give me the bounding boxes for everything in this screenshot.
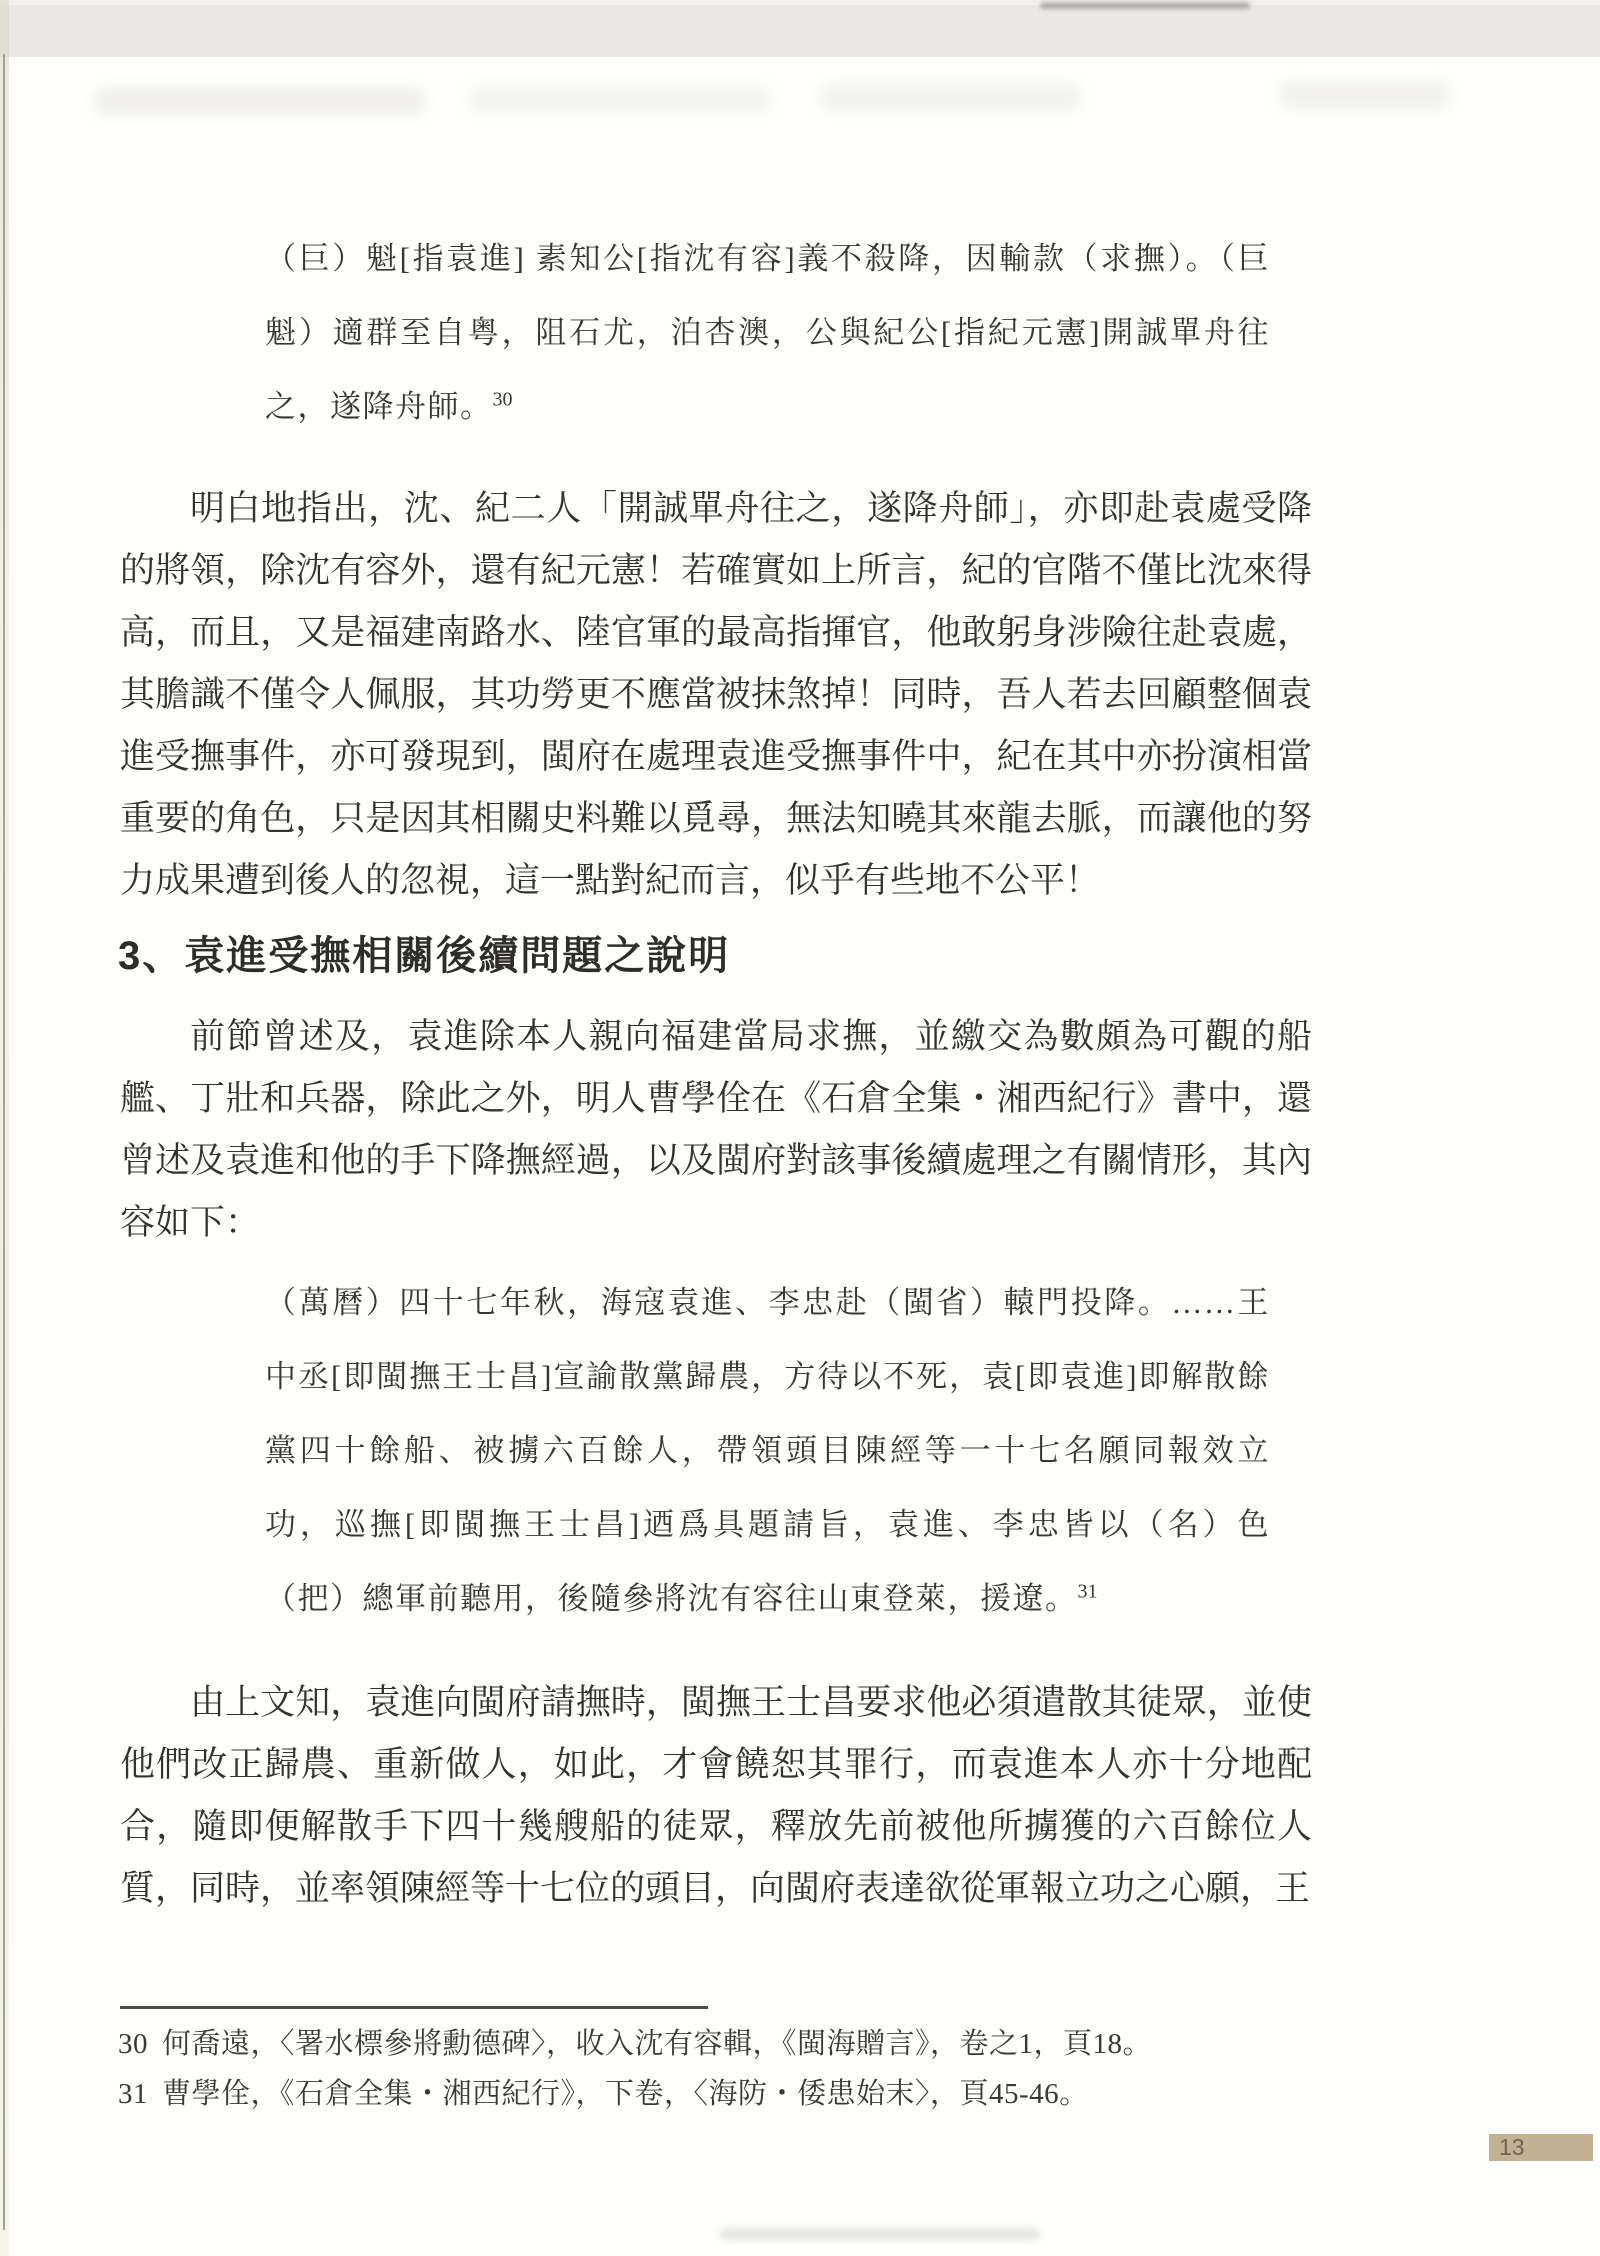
block-quote-2 xyxy=(265,1266,1270,1636)
footnote-30 xyxy=(118,2022,1268,2066)
block-quote-1 xyxy=(265,222,1270,444)
quote-2-text: （萬曆）四十七年秋，海寇袁進、李忠赴（閩省）轅門投降。……王中丞[即閩撫王士昌]宣諭散黨歸農，方待以不死，袁[即袁進]即解散餘黨四十餘船、被擄六百餘人，帶領頭目陳經等一十七名願同報效立功，巡撫[即閩撫王士昌]迺爲具題請旨，袁進、李忠皆以（名）色（把）總軍前聽用，後隨參將沈有容往山東登萊，援遼。 xyxy=(265,1285,1270,1616)
footnote-number: 31 xyxy=(118,2078,148,2110)
scan-artifact xyxy=(1040,2,1250,9)
footnote-ref-31: 31 xyxy=(1077,1580,1098,1603)
body-paragraph-3: 由上文知，袁進向閩府請撫時，閩撫王士昌要求他必須遣散其徒眾，並使他們改正歸農、重新做人，如此，才會饒恕其罪行，而袁進本人亦十分地配合，隨即便解散手下四十幾艘船的徒眾，釋放先前被他所擄獲的六百餘位人質，同時，並率領陳經等十七位的頭目，向閩府表達欲從軍報立功之心願，王 xyxy=(120,1683,1312,1908)
body-paragraph-1: 明白地指出，沈、紀二人「開誠單舟往之，遂降舟師」，亦即赴袁處受降的將領，除沈有容外，還有紀元憲！若確實如上所言，紀的官階不僅比沈來得高，而且，又是福建南路水、陸官軍的最高指揮官，他敢躬身涉險往赴袁處，其膽識不僅令人佩服，其功勞更不應當被抹煞掉！同時，吾人若去回顧整個袁進受撫事件，亦可發現到，閩府在處理袁進受撫事件中，紀在其中亦扮演相當重要的角色，只是因其相關史料難以覓尋，無法知曉其來龍去脈，而讓他的努力成果遭到後人的忽視，這一點對紀而言，似乎有些地不公平！ xyxy=(120,489,1312,900)
footnote-31 xyxy=(118,2072,1268,2116)
body-paragraph-2: 前節曾述及，袁進除本人親向福建當局求撫，並繳交為數頗為可觀的船艦、丁壯和兵器，除此之外，明人曹學佺在《石倉全集・湘西紀行》書中，還曾述及袁進和他的手下降撫經過，以及閩府對該事後續處理之有關情形，其內容如下： xyxy=(120,1017,1312,1242)
footnote-ref-30: 30 xyxy=(492,388,513,411)
footnote-text: 何喬遠，〈署水標參將勳德碑〉，收入沈有容輯，《閩海贈言》，卷之1，頁18。 xyxy=(162,2028,1153,2060)
watermark-smudge xyxy=(95,88,425,114)
footnote-text: 曹學佺，《石倉全集・湘西紀行》，下卷，〈海防・倭患始末〉，頁45-46。 xyxy=(162,2078,1089,2110)
footnote-divider xyxy=(120,2006,708,2009)
scan-left-edge-line xyxy=(3,54,5,2230)
footnote-number: 30 xyxy=(118,2028,148,2060)
page-number-badge: 13 xyxy=(1489,2134,1593,2161)
scan-artifact xyxy=(720,2228,1040,2240)
watermark-smudge xyxy=(1280,82,1450,108)
watermark-smudge xyxy=(820,84,1080,110)
section-heading: 3、袁進受撫相關後續問題之說明 xyxy=(118,934,731,978)
scan-top-band xyxy=(0,0,1600,57)
watermark-smudge xyxy=(470,86,770,112)
quote-1-text: （巨）魁[指袁進] 素知公[指沈有容]義不殺降，因輸款（求撫）。（巨魁）適群至自粤，阻石尤，泊杏澳，公與紀公[指紀元憲]開誠單舟往之，遂降舟師。 xyxy=(265,241,1270,424)
